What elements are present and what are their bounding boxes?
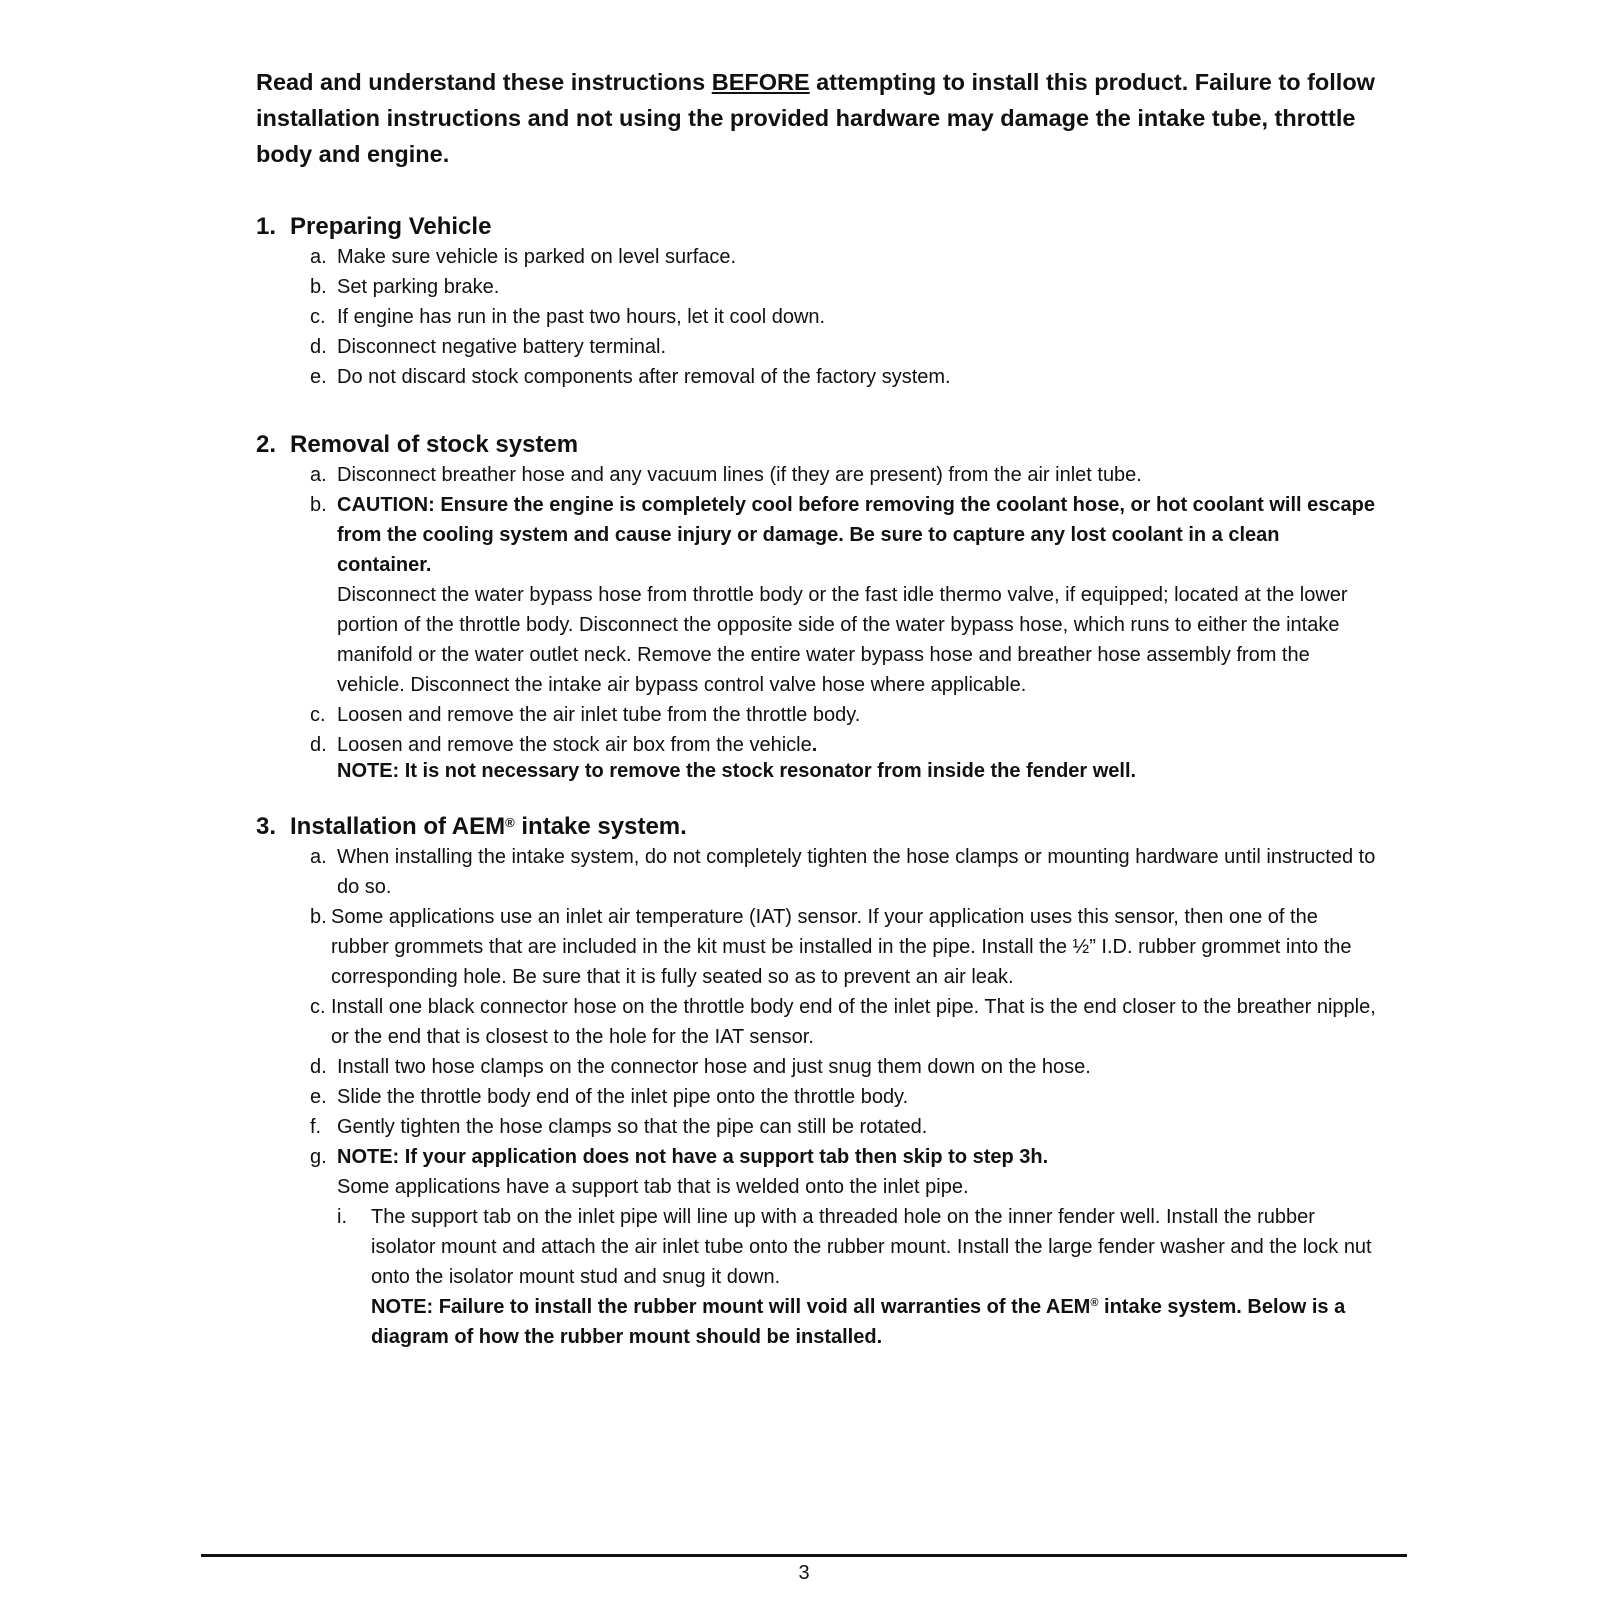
item-text: Some applications have a support tab that is welded onto the inlet pipe. — [337, 1176, 969, 1198]
item-marker: g. — [310, 1146, 327, 1168]
section-title — [290, 812, 687, 842]
item-text: Slide the throttle body end of the inlet pipe onto the throttle body. — [337, 1086, 909, 1108]
item-text: Disconnect negative battery terminal. — [337, 336, 667, 358]
registered-mark: ® — [1090, 1297, 1099, 1309]
item-marker: b. — [310, 276, 327, 298]
item-body — [337, 490, 1376, 700]
section-number: 1. — [256, 213, 277, 240]
note-text: NOTE: It is not necessary to remove the stock resonator from inside the fender well. — [337, 760, 1137, 782]
item-text: Set parking brake. — [337, 276, 500, 298]
section-title-end: intake system. — [514, 813, 687, 840]
registered-mark: ® — [505, 815, 515, 830]
section-title: Removal of stock system — [290, 431, 579, 458]
section-number: 3. — [256, 813, 277, 840]
item-marker: c. — [310, 704, 326, 726]
sub-item-text: The support tab on the inlet pipe will line up with a threaded hole on the inner fender well. Install the rubber isolator mount and attach the air inlet tube onto the rubber mount. Install the large fender washer and the lock nut onto the isolator mount stud and snug it down. — [371, 1206, 1372, 1288]
item-text-line — [337, 730, 1376, 760]
step-list — [310, 460, 1376, 782]
list-item — [310, 272, 1376, 302]
item-text: Make sure vehicle is parked on level surface. — [337, 246, 737, 268]
list-item — [310, 1112, 1376, 1142]
item-marker: c. — [310, 306, 326, 328]
item-text: Install two hose clamps on the connector hose and just snug them down on the hose. — [337, 1056, 1091, 1078]
item-marker: c. — [310, 996, 326, 1018]
item-text: Gently tighten the hose clamps so that the pipe can still be rotated. — [337, 1116, 928, 1138]
list-item — [310, 1082, 1376, 1112]
sub-item-marker: i. — [337, 1206, 347, 1228]
section-heading — [256, 430, 1376, 460]
item-marker: d. — [310, 734, 327, 756]
section-preparing-vehicle — [256, 212, 1376, 392]
step-list — [310, 242, 1376, 392]
item-text: Some applications use an inlet air temperature (IAT) sensor. If your application uses this sensor, then one of the rubber grommets that are included in the kit must be installed in the pipe. Install the ½” I.D. rubber grommet into the corresponding hole. Be sure that it is fully seated so as to prevent an air leak. — [331, 906, 1352, 988]
warranty-note — [371, 1292, 1376, 1352]
sub-step-list — [337, 1202, 1376, 1352]
item-body — [337, 730, 1376, 782]
footer-divider — [201, 1554, 1407, 1557]
section-removal-stock-system — [256, 430, 1376, 782]
list-item — [310, 490, 1376, 700]
item-marker: b. — [310, 494, 327, 516]
item-text: If engine has run in the past two hours, let it cool down. — [337, 306, 826, 328]
item-body — [337, 1142, 1376, 1352]
item-marker: a. — [310, 246, 327, 268]
item-period: . — [811, 734, 818, 756]
intro-underlined-word: BEFORE — [711, 69, 810, 95]
list-item — [310, 362, 1376, 392]
warranty-note-start: NOTE: Failure to install the rubber mount will void all warranties of the AEM — [371, 1296, 1091, 1318]
item-marker: a. — [310, 464, 327, 486]
list-item — [310, 460, 1376, 490]
item-text: Loosen and remove the air inlet tube from the throttle body. — [337, 704, 861, 726]
section-number: 2. — [256, 431, 277, 458]
list-item — [310, 730, 1376, 782]
list-item — [310, 842, 1376, 902]
note-text: NOTE: If your application does not have a support tab then skip to step 3h. — [337, 1146, 1049, 1168]
item-marker: f. — [310, 1116, 322, 1138]
item-marker: e. — [310, 1086, 327, 1108]
list-item — [310, 1052, 1376, 1082]
item-text: Disconnect breather hose and any vacuum lines (if they are present) from the air inlet tube. — [337, 464, 1142, 486]
intro-text-start: Read and understand these instructions — [256, 69, 712, 95]
step-list — [310, 842, 1376, 1352]
item-text: When installing the intake system, do not completely tighten the hose clamps or mounting hardware until instructed to do so. — [337, 846, 1376, 898]
section-title-start: Installation of AEM — [290, 813, 506, 840]
list-item — [310, 1142, 1376, 1352]
sub-list-item — [337, 1202, 1376, 1352]
item-text: Disconnect the water bypass hose from throttle body or the fast idle thermo valve, if equipped; located at the lower portion of the throttle body. Disconnect the opposite side of the water bypass hose, which runs to either the intake manifold or the water outlet neck. Remove the entire water bypass hose and breather hose assembly from the vehicle. Disconnect the intake air bypass control valve hose where applicable. — [337, 584, 1348, 696]
item-marker: e. — [310, 366, 327, 388]
item-marker: d. — [310, 336, 327, 358]
page-number: 3 — [798, 1562, 810, 1584]
item-marker: b. — [310, 906, 327, 928]
sub-item-body — [371, 1202, 1376, 1352]
item-marker: d. — [310, 1056, 327, 1078]
item-text: Do not discard stock components after removal of the factory system. — [337, 366, 951, 388]
intro-text-end: attempting to install this product. Failure to follow installation instructions and not using the provided hardware may damage the intake tube, throttle body and engine. — [256, 69, 1375, 167]
list-item — [310, 302, 1376, 332]
list-item — [310, 242, 1376, 272]
section-title: Preparing Vehicle — [290, 213, 492, 240]
list-item — [310, 700, 1376, 730]
document-page — [256, 64, 1376, 1352]
list-item — [310, 332, 1376, 362]
section-heading — [256, 812, 1376, 842]
list-item — [310, 902, 1376, 992]
item-text: Install one black connector hose on the throttle body end of the inlet pipe. That is the end closer to the breather nipple, or the end that is closest to the hole for the IAT sensor. — [331, 996, 1376, 1048]
item-text: Loosen and remove the stock air box from the vehicle — [337, 734, 812, 756]
list-item — [310, 992, 1376, 1052]
intro-warning — [256, 64, 1376, 172]
section-installation-intake — [256, 812, 1376, 1352]
warranty-note-end: intake system. Below is a diagram of how the rubber mount should be installed. — [371, 1296, 1346, 1348]
item-marker: a. — [310, 846, 327, 868]
section-heading — [256, 212, 1376, 242]
caution-text: CAUTION: Ensure the engine is completely cool before removing the coolant hose, or hot coolant will escape from the cooling system and cause injury or damage. Be sure to capture any lost coolant in a clean container. — [337, 494, 1375, 576]
